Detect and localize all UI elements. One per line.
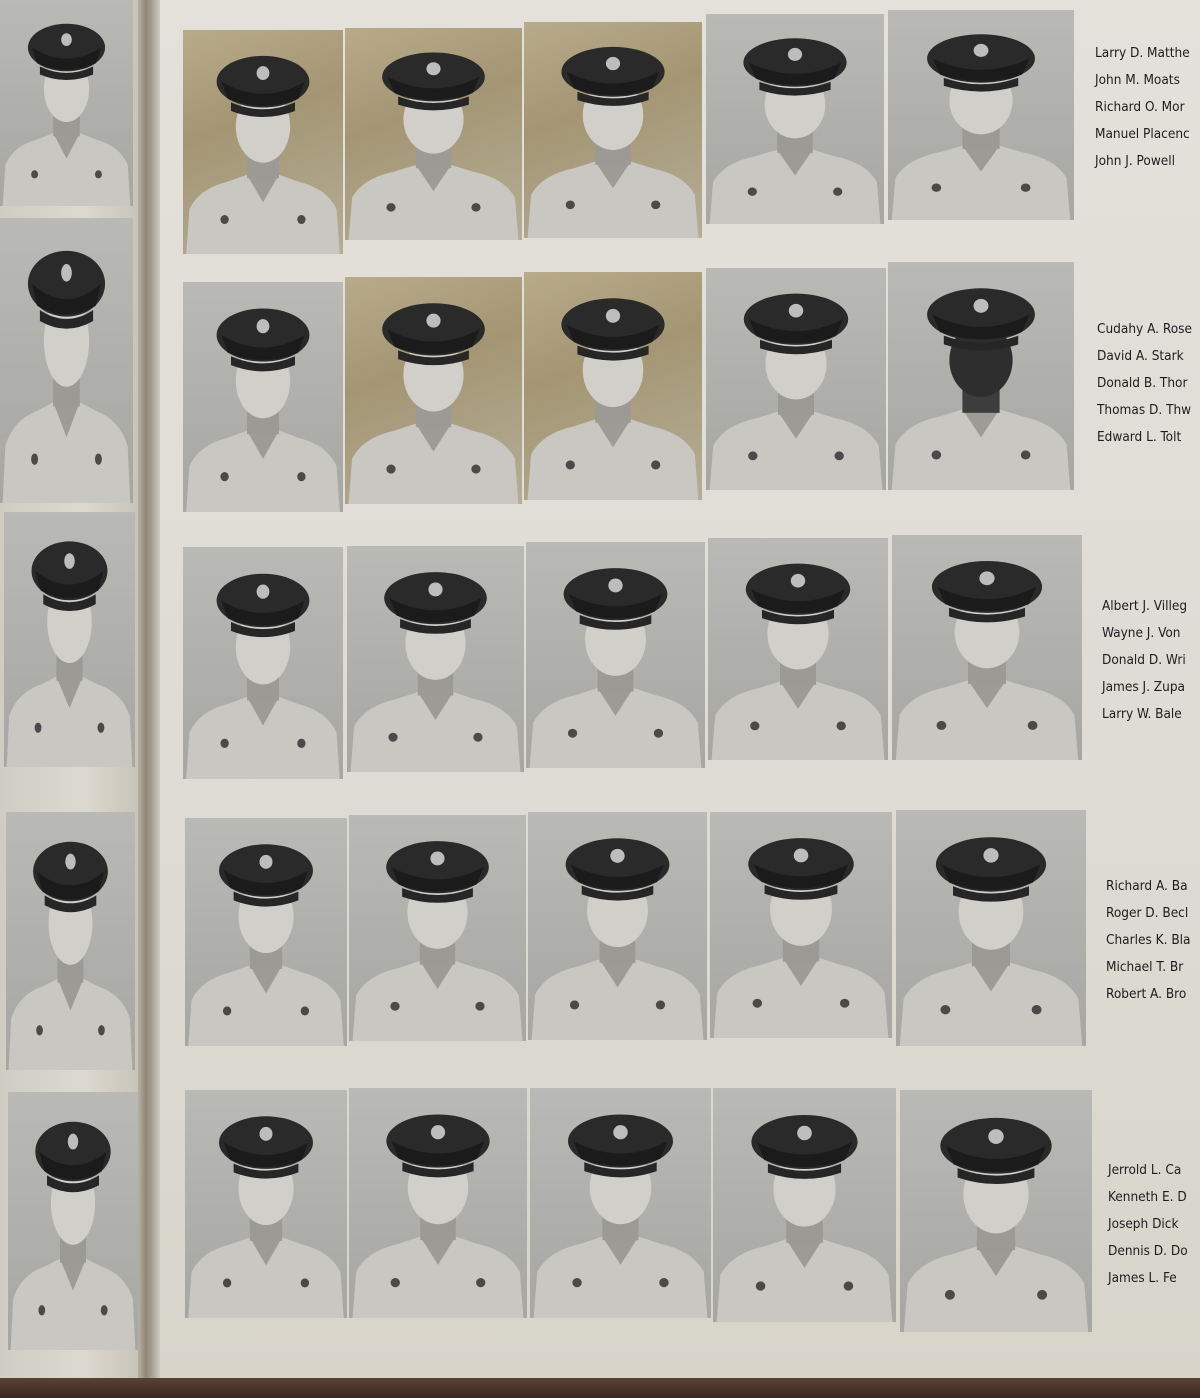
portrait-photo bbox=[183, 547, 343, 779]
portrait-photo bbox=[345, 28, 522, 240]
name-entry: Joseph Dick bbox=[1108, 1216, 1179, 1232]
portrait-photo bbox=[528, 812, 707, 1040]
name-entry: Larry W. Bale bbox=[1102, 706, 1182, 722]
portrait-photo bbox=[706, 14, 884, 224]
name-entry: Jerrold L. Ca bbox=[1108, 1162, 1182, 1178]
portrait-photo bbox=[8, 1092, 138, 1350]
name-entry: David A. Stark bbox=[1097, 348, 1184, 364]
portrait-photo bbox=[347, 546, 524, 772]
name-entry: Kenneth E. D bbox=[1108, 1189, 1187, 1205]
portrait-photo bbox=[708, 538, 888, 760]
name-entry: Charles K. Bla bbox=[1106, 932, 1191, 948]
portrait-photo bbox=[0, 0, 133, 206]
name-entry: Cudahy A. Rose bbox=[1097, 321, 1192, 337]
name-list-row-2 bbox=[1097, 316, 1192, 451]
portrait-photo bbox=[888, 262, 1074, 490]
portrait-photo bbox=[183, 282, 343, 512]
portrait-photo bbox=[706, 268, 886, 490]
name-entry: Robert A. Bro bbox=[1106, 986, 1187, 1002]
portrait-photo bbox=[185, 1090, 347, 1318]
name-list-row-5 bbox=[1108, 1157, 1188, 1292]
portrait-photo bbox=[185, 818, 347, 1046]
portrait-photo bbox=[349, 815, 526, 1041]
portrait-photo bbox=[524, 22, 702, 238]
page-gutter bbox=[138, 0, 160, 1398]
portrait-photo bbox=[345, 277, 522, 504]
name-entry: James J. Zupa bbox=[1102, 679, 1185, 695]
name-entry: Donald B. Thor bbox=[1097, 375, 1188, 391]
portrait-photo bbox=[349, 1088, 527, 1318]
portrait-photo bbox=[530, 1088, 711, 1318]
portrait-photo bbox=[0, 218, 133, 503]
name-entry: Dennis D. Do bbox=[1108, 1243, 1188, 1259]
portrait-photo bbox=[6, 812, 135, 1070]
portrait-photo bbox=[713, 1088, 896, 1322]
portrait-photo bbox=[710, 812, 892, 1038]
name-entry: Manuel Placenc bbox=[1095, 126, 1190, 142]
name-list-row-1 bbox=[1095, 40, 1190, 175]
portrait-photo bbox=[526, 542, 705, 768]
name-list-row-4 bbox=[1106, 873, 1190, 1008]
portrait-photo bbox=[896, 810, 1086, 1046]
name-entry: Thomas D. Thw bbox=[1097, 402, 1192, 418]
name-list-row-3 bbox=[1102, 593, 1187, 728]
portrait-photo bbox=[4, 512, 135, 767]
name-entry: Donald D. Wri bbox=[1102, 652, 1186, 668]
portrait-photo bbox=[888, 10, 1074, 220]
portrait-photo bbox=[892, 535, 1082, 760]
name-entry: Roger D. Becl bbox=[1106, 905, 1189, 921]
name-entry: Michael T. Br bbox=[1106, 959, 1184, 975]
name-entry: John J. Powell bbox=[1095, 153, 1175, 169]
portrait-photo bbox=[183, 30, 343, 254]
name-entry: Edward L. Tolt bbox=[1097, 429, 1182, 445]
portrait-photo bbox=[524, 272, 702, 500]
name-entry: Richard A. Ba bbox=[1106, 878, 1188, 894]
name-entry: John M. Moats bbox=[1095, 72, 1180, 88]
name-entry: Albert J. Villeg bbox=[1102, 598, 1188, 614]
name-entry: Richard O. Mor bbox=[1095, 99, 1185, 115]
name-entry: Wayne J. Von bbox=[1102, 625, 1181, 641]
portrait-photo bbox=[900, 1090, 1092, 1332]
book-cover-edge bbox=[0, 1378, 1200, 1398]
name-entry: James L. Fe bbox=[1108, 1270, 1177, 1286]
name-entry: Larry D. Matthe bbox=[1095, 45, 1190, 61]
